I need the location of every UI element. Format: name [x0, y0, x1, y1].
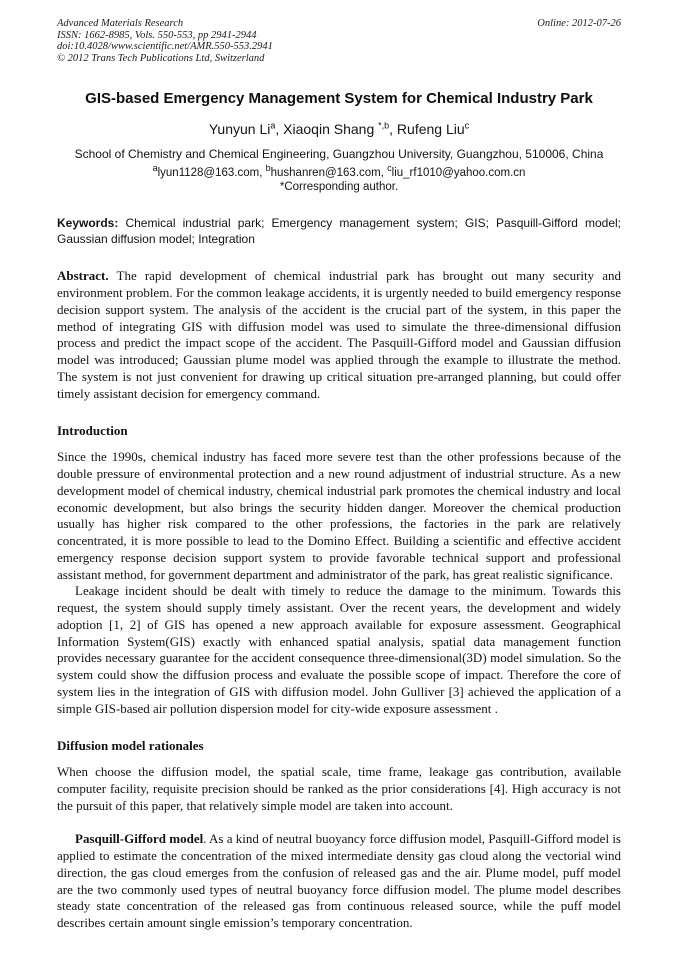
authors-line [57, 121, 621, 138]
introduction-paragraph-1: Since the 1990s, chemical industry has faced more severe test than the other professions because of the double pressure of environmental protection and a new round adjustment of industrial structure. As a new development model of chemical industry, chemical industrial park promotes the chemical industry and local economic development, but also brings the security hidden danger. Moreover the chemical production usually has higher risk compared to the other professions, the factories in the park are relatively concentrated, it is more possible to lead to the Domino Effect. Building a scientific and effective accident emergency response decision support system to provide favorable technical support and professional assistant method, for government department and administrator of the park, has great realistic significance. [57, 449, 621, 582]
abstract-label: Abstract. [57, 268, 109, 284]
email-2: hushanren@163.com, [270, 167, 388, 180]
abstract-paragraph [57, 268, 621, 402]
journal-header-left [57, 18, 273, 64]
doi-line: doi:10.4028/www.scientific.net/AMR.550-553.2941 [57, 41, 273, 53]
author-2-name: Xiaoqin Shang [283, 121, 379, 138]
author-3-name: Rufeng Liu [396, 121, 465, 138]
diffusion-paragraph-1: When choose the diffusion model, the spatial scale, time frame, leakage gas contribution, available computer facility, requisite precision should be ranked as the prior considerations [4]. High accuracy is not the pursuit of this paper, that relatively simple model are taken into account. [57, 764, 621, 813]
emails-line [57, 163, 621, 180]
author-1-affmark: a [270, 120, 276, 131]
journal-name: Advanced Materials Research [57, 18, 184, 29]
corresponding-author-note: *Corresponding author. [279, 181, 399, 194]
pasquill-gifford-runin-heading: Pasquill-Gifford model [75, 831, 204, 847]
email-3-mark: c [387, 163, 392, 174]
author-2-affmark: *,b [378, 120, 390, 131]
section-heading-introduction: Introduction [57, 423, 128, 439]
pasquill-gifford-text: . As a kind of neutral buoyancy force diffusion model, Pasquill-Gifford model is applied to estimate the concentration of the mixed intermediate density gas cloud along the vectorial wind direction, the gas cloud emerges from the confusion of released gas and the air. Plume model, puff model are the two commonly used types of neutral buoyancy force diffusion model. The plume model describes steady state concentration of the released gas from continuous released source, while the puff model describes certain amount single emission’s temporary concentration. [57, 831, 621, 931]
email-3: liu_rf1010@yahoo.com.cn [391, 167, 526, 180]
email-2-mark: b [265, 163, 271, 174]
online-date: Online: 2012-07-26 [537, 18, 621, 29]
keywords-label: Keywords: [57, 216, 119, 231]
abstract-text: The rapid development of chemical industrial park has brought out many security and environment problem. For the common leakage accidents, it is urgently needed to build emergency response decision support system. The analysis of the accident is the crucial part of the system, in this paper the method of integrating GIS with diffusion model was used to simulate the three-dimensional diffusion process and predict the impact scope of the accident. The Pasquill-Gifford model and Gaussian diffusion model was introduced; Gaussian plume model was applied through the example to illustrate the method. The system is not just convenient for drawing up critical situation pre-arranged planning, but could offer timely assistant decision for emergency command. [57, 268, 621, 401]
author-1-name: Yunyun Li [208, 121, 271, 138]
affiliation-line: School of Chemistry and Chemical Engineering, Guangzhou University, Guangzhou, 510006, China [74, 147, 604, 162]
journal-header [57, 18, 621, 64]
issn-line: ISSN: 1662-8985, Vols. 550-553, pp 2941-2944 [57, 29, 257, 41]
email-1-mark: a [152, 163, 158, 174]
diffusion-paragraph-2 [57, 831, 621, 932]
page-title: GIS-based Emergency Management System for Chemical Industry Park [85, 90, 593, 108]
author-3-affmark: c [464, 120, 470, 131]
email-1: lyun1128@163.com, [157, 167, 266, 180]
introduction-paragraph-2: Leakage incident should be dealt with timely to reduce the damage to the minimum. Towards this request, the system should supply timely assistant. Over the recent years, the development and widely adoption [1, 2] of GIS has opened a new approach available for exposure assessment. Geographical Information System(GIS) exactly with enhanced spatial analysis, spatial data management function provides necessary guarantee for the accident consequence three-dimensional(3D) model simulation. So the system could show the diffusion process and evaluate the possible scope of impact. Therefore the core of system lies in the integration of GIS with diffusion model. John Gulliver [3] achieved the application of a simple GIS-based air pollution dispersion model for city-wide exposure assessment . [57, 583, 621, 716]
author-separator: , [389, 121, 397, 138]
keywords-text: Chemical industrial park; Emergency management system; GIS; Pasquill-Gifford model; Gaussian diffusion model; Integration [57, 216, 621, 247]
copyright-line: © 2012 Trans Tech Publications Ltd, Switzerland [57, 52, 265, 64]
keywords-paragraph [57, 215, 621, 247]
section-heading-diffusion-model-rationales: Diffusion model rationales [57, 738, 204, 754]
author-separator: , [275, 121, 284, 138]
